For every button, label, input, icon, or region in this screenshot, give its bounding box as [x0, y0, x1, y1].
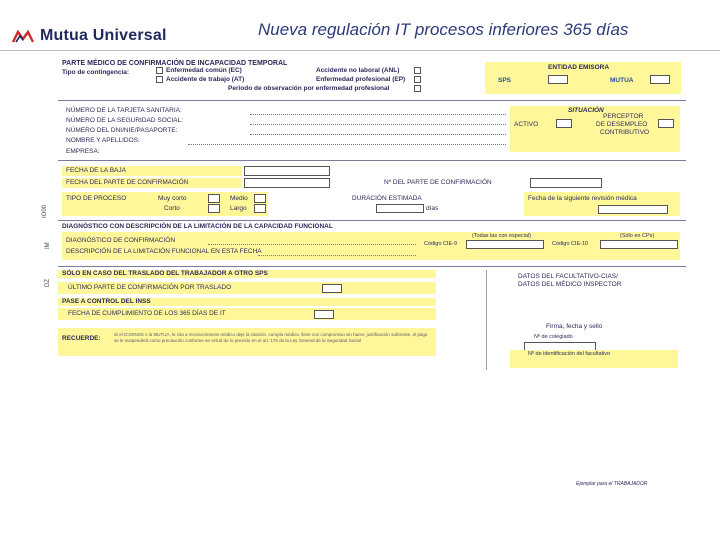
- checkbox-observacion[interactable]: [414, 85, 421, 92]
- num-parte-label: Nº DEL PARTE DE CONFIRMACIÓN: [384, 179, 492, 186]
- contingency-observacion: Periodo de observación por enfermedad profesional: [228, 85, 390, 92]
- checkbox-largo[interactable]: [254, 204, 266, 213]
- slide-title: Nueva regulación IT procesos inferiores 365 días: [258, 20, 629, 39]
- recuerde-text: Si el ICO/INSS o la MUTUA, le cita a reconocimiento médico deje la citación, cumpla médico, lleve con compromiso sin hacer, justificación suficiente, el pago se le suspenderá como precaución conforme en virtud de lo previsto en el art. 175 de la Ley General de la Seguridad Social: [114, 332, 428, 343]
- checkbox-anl[interactable]: [414, 67, 421, 74]
- brand-name: Mutua Universal: [40, 27, 167, 44]
- form-title: PARTE MÉDICO DE CONFIRMACIÓN DE INCAPACIDAD TEMPORAL: [62, 60, 288, 67]
- side-code-1: IO00: [42, 204, 48, 218]
- diag-field[interactable]: [208, 243, 416, 245]
- field-ss[interactable]: [250, 123, 506, 125]
- side-code-3: DZ: [45, 279, 51, 287]
- identificacion-label: Nº de identificación del facultativo: [528, 351, 611, 357]
- cie10-field[interactable]: [600, 240, 678, 249]
- proc-muy-corto: Muy corto: [158, 195, 187, 202]
- proc-medio: Medio: [230, 195, 248, 202]
- perceptor-line-2: DE DESEMPLEO: [596, 121, 648, 128]
- perceptor-line-1: PERCEPTOR: [603, 113, 644, 120]
- id-dni: NÚMERO DEL DNI/NIE/PASAPORTE:: [66, 127, 178, 134]
- entidad-mutua: MUTUA: [610, 77, 634, 84]
- cie10-label: Código CIE-10: [552, 241, 589, 247]
- fecha-parte-label: FECHA DEL PARTE DE CONFIRMACIÓN: [66, 179, 189, 186]
- inss-row: FECHA DE CUMPLIMIENTO DE LOS 365 DÍAS DE IT: [68, 310, 226, 317]
- checkbox-ep[interactable]: [414, 76, 421, 83]
- fecha-baja-field[interactable]: [244, 166, 330, 176]
- revision-label: Fecha de la siguiente revisión médica: [528, 195, 637, 202]
- colegiado-label: Nº de colegiado: [534, 334, 573, 340]
- id-ss: NÚMERO DE LA SEGURIDAD SOCIAL:: [66, 117, 184, 124]
- checkbox-mutua[interactable]: [650, 75, 670, 84]
- tipo-proceso-label: TIPO DE PROCESO: [66, 195, 127, 202]
- checkbox-corto[interactable]: [208, 204, 220, 213]
- traslado-row: ÚLTIMO PARTE DE CONFIRMACIÓN POR TRASLADO: [68, 284, 232, 291]
- brand-logo: [12, 27, 167, 45]
- cie9-note: (Todas las con especial): [472, 233, 532, 239]
- situacion-activo: ACTIVO: [514, 121, 539, 128]
- checkbox-ec[interactable]: [156, 67, 163, 74]
- inss-header: PASE A CONTROL DEL INSS: [62, 298, 151, 305]
- revision-field[interactable]: [598, 205, 668, 214]
- contingency-at: Accidente de trabajo (AT): [166, 76, 245, 83]
- traslado-field[interactable]: [322, 284, 342, 293]
- entidad-title: ENTIDAD EMISORA: [548, 64, 610, 71]
- duracion-field[interactable]: [376, 204, 424, 213]
- checkbox-at[interactable]: [156, 76, 163, 83]
- header-divider: [0, 50, 720, 51]
- id-empresa: EMPRESA:: [66, 148, 100, 155]
- mutua-universal-logo-icon: [12, 29, 34, 43]
- cie10-note: (Sólo en CPs): [620, 233, 655, 239]
- section-divider-3: [58, 220, 686, 221]
- fecha-baja-label: FECHA DE LA BAJA: [66, 167, 126, 174]
- id-tarjeta: NÚMERO DE LA TARJETA SANITARIA:: [66, 107, 182, 114]
- recuerde-label: RECUERDE:: [62, 335, 101, 342]
- entidad-sps: SPS: [498, 77, 512, 84]
- checkbox-perceptor[interactable]: [658, 119, 674, 128]
- traslado-header: SÓLO EN CASO DEL TRASLADO DEL TRABAJADOR A OTRO SPS: [62, 270, 268, 277]
- duracion-label: DURACIÓN ESTIMADA: [352, 195, 422, 202]
- num-parte-field[interactable]: [530, 178, 602, 188]
- cie9-field[interactable]: [466, 240, 544, 249]
- inss-field[interactable]: [314, 310, 334, 319]
- section-divider-2: [58, 160, 686, 161]
- field-nombre[interactable]: [188, 143, 506, 145]
- contingency-label: Tipo de contingencia:: [62, 69, 130, 76]
- situacion-title: SITUACIÓN: [568, 107, 604, 114]
- cie9-label: Código CIE-9: [424, 241, 458, 247]
- proc-largo: Largo: [230, 205, 247, 212]
- diag-desc: DESCRIPCIÓN DE LA LIMITACIÓN FUNCIONAL EN ESTA FECHA: [66, 248, 262, 255]
- field-dni[interactable]: [250, 133, 506, 135]
- contingency-ec: Enfermedad común (EC): [166, 67, 242, 74]
- section-divider-4: [58, 266, 686, 267]
- id-nombre: NOMBRE Y APELLIDOS:: [66, 137, 140, 144]
- perceptor-line-3: CONTRIBUTIVO: [600, 129, 650, 136]
- diag-label: DIAGNÓSTICO DE CONFIRMACIÓN: [66, 237, 176, 244]
- contingency-anl: Accidente no laboral (ANL): [316, 67, 400, 74]
- section-divider: [58, 100, 686, 101]
- facultativo-line-2: DATOS DEL MÉDICO INSPECTOR: [518, 281, 622, 288]
- checkbox-sps[interactable]: [548, 75, 568, 84]
- field-tarjeta[interactable]: [250, 113, 506, 115]
- proc-corto: Corto: [164, 205, 180, 212]
- firma-label: Firma, fecha y sello: [546, 323, 603, 330]
- contingency-ep: Enfermedad profesional (EP): [316, 76, 406, 83]
- checkbox-medio[interactable]: [254, 194, 266, 203]
- fecha-parte-field[interactable]: [244, 178, 330, 188]
- dias-label: días: [426, 205, 439, 212]
- facultativo-divider: [486, 270, 487, 370]
- diag-header: DIAGNÓSTICO CON DESCRIPCIÓN DE LA LIMITACIÓN DE LA CAPACIDAD FUNCIONAL: [62, 223, 333, 230]
- checkbox-activo[interactable]: [556, 119, 572, 128]
- diag-desc-field[interactable]: [258, 254, 416, 256]
- checkbox-muy-corto[interactable]: [208, 194, 220, 203]
- facultativo-line-1: DATOS DEL FACULTATIVO-CIAS/: [518, 273, 618, 280]
- medical-form: [58, 56, 686, 486]
- side-code-2: IM: [45, 242, 51, 249]
- ejemplar-label: Ejemplar para el TRABAJADOR: [576, 481, 648, 487]
